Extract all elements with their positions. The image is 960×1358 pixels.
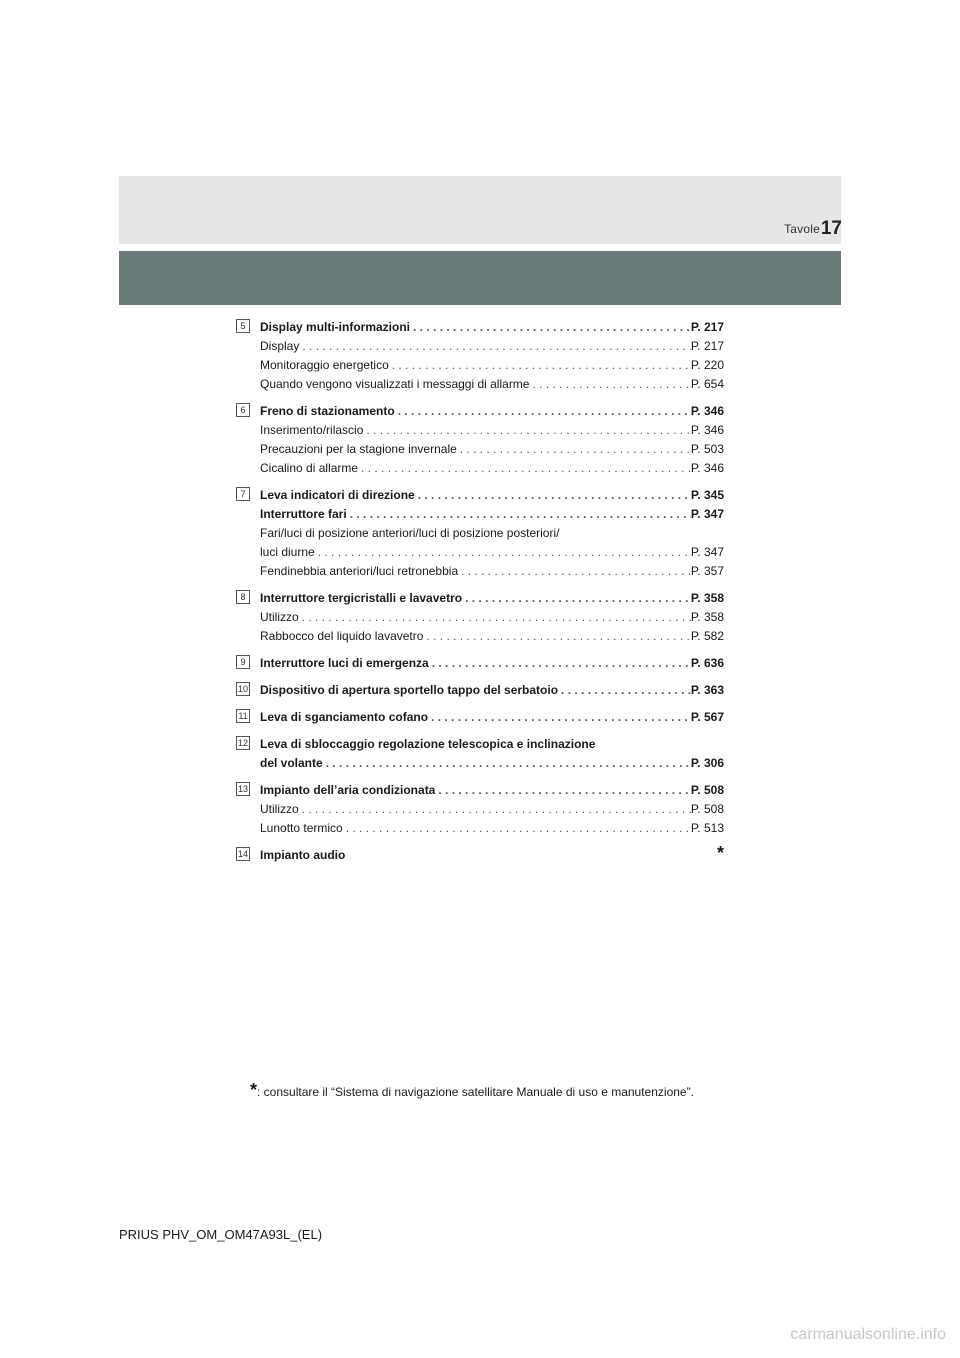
toc-entry: [236, 654, 724, 673]
page-reference: P. 347: [690, 545, 724, 559]
toc-label: Precauzioni per la stagione invernale: [260, 442, 457, 456]
footnote-text: : consultare il “Sistema di navigazione satellitare Manuale di uso e manutenzione”.: [257, 1085, 694, 1099]
toc-entry: [236, 843, 724, 865]
page-reference: P. 346: [690, 423, 724, 437]
page-reference: P. 346: [690, 404, 724, 418]
page-number: 17: [820, 218, 842, 239]
toc-label: luci diurne: [260, 545, 315, 559]
dot-leader: [315, 543, 691, 562]
toc-line: [260, 608, 724, 627]
toc-entry: [236, 589, 724, 646]
toc-label: Display: [260, 339, 300, 353]
page-reference: P. 217: [690, 320, 724, 334]
toc-line: [260, 356, 724, 375]
table-of-contents: [236, 318, 724, 873]
toc-line: [260, 440, 724, 459]
callout-number: 10: [237, 684, 248, 694]
toc-label: Utilizzo: [260, 802, 299, 816]
page-reference: P. 513: [690, 821, 724, 835]
callout-number: 14: [237, 849, 248, 859]
dot-leader: [457, 440, 691, 459]
toc-label: Dispositivo di apertura sportello tappo del serbatoio: [260, 683, 559, 697]
toc-label: Impianto dell’aria condizionata: [260, 783, 436, 797]
toc-line: [260, 402, 724, 421]
dot-leader: [415, 486, 691, 505]
toc-line: [260, 589, 724, 608]
page-reference: P. 220: [690, 358, 724, 372]
toc-label: Quando vengono visualizzati i messaggi di allarme: [260, 377, 530, 391]
toc-entry: [236, 708, 724, 727]
dot-leader: [462, 589, 691, 608]
toc-line: Impianto audio *: [260, 843, 724, 863]
dot-leader: [410, 318, 691, 337]
dot-leader: [299, 800, 691, 819]
toc-label: Impianto audio: [260, 848, 346, 862]
dot-leader: [358, 459, 691, 478]
dot-leader: [435, 781, 690, 800]
toc-label: Lunotto termico: [260, 821, 343, 835]
toc-label: Fendinebbia anteriori/luci retronebbia: [260, 564, 459, 578]
footnote-star: *: [250, 1080, 258, 1100]
page-reference: P. 346: [690, 461, 724, 475]
section-title: Tavole: [784, 222, 820, 236]
page-reference: P. 358: [690, 591, 724, 605]
toc-line: [260, 735, 724, 754]
toc-entry: [236, 318, 724, 394]
page-reference: P. 357: [690, 564, 724, 578]
dot-leader: [529, 375, 690, 394]
page-reference: P. 508: [690, 802, 724, 816]
footnote: [250, 1080, 694, 1101]
callout-number: 12: [237, 738, 248, 748]
toc-line: [260, 543, 724, 562]
page-reference: P. 503: [690, 442, 724, 456]
toc-line: [260, 708, 724, 727]
callout-number: 7: [236, 487, 250, 501]
toc-line: [260, 337, 724, 356]
toc-label: Display multi-informazioni: [260, 320, 411, 334]
page-reference: P. 363: [690, 683, 724, 697]
page-reference: P. 567: [690, 710, 724, 724]
dot-leader: [395, 402, 691, 421]
manual-code: PRIUS PHV_OM_OM47A93L_(EL): [119, 1227, 323, 1242]
toc-line: [260, 375, 724, 394]
toc-label: del volante: [260, 756, 323, 770]
page-reference: P. 508: [690, 783, 724, 797]
dot-leader: [363, 421, 690, 440]
toc-label: Leva di sbloccaggio regolazione telescopica e inclinazione: [260, 737, 596, 751]
toc-entry: [236, 402, 724, 478]
toc-label: Interruttore fari: [260, 507, 347, 521]
toc-line: [260, 681, 724, 700]
toc-label: Rabbocco del liquido lavavetro: [260, 629, 424, 643]
callout-number: 8: [236, 590, 250, 604]
toc-line: [260, 318, 724, 337]
toc-label: Leva indicatori di direzione: [260, 488, 415, 502]
dot-leader: [428, 708, 691, 727]
callout-number: 11: [236, 709, 250, 723]
toc-line: [260, 505, 724, 524]
dot-leader: [299, 608, 691, 627]
callout-number: 13: [237, 784, 248, 794]
toc-label: Monitoraggio energetico: [260, 358, 389, 372]
header-bar: [119, 251, 841, 305]
toc-entry: [236, 781, 724, 838]
toc-line: [260, 800, 724, 819]
callout-number: 6: [236, 403, 250, 417]
toc-line: [260, 524, 724, 543]
toc-label: Interruttore tergicristalli e lavavetro: [260, 591, 463, 605]
dot-leader: [343, 819, 691, 838]
toc-line: [260, 781, 724, 800]
callout-number: 5: [236, 319, 250, 333]
toc-line: [260, 562, 724, 581]
dot-leader: [429, 654, 691, 673]
toc-line: [260, 627, 724, 646]
dot-leader: [347, 505, 691, 524]
toc-line: [260, 654, 724, 673]
toc-label: Leva di sganciamento cofano: [260, 710, 429, 724]
toc-line: [260, 421, 724, 440]
dot-leader: [299, 337, 690, 356]
toc-line: [260, 486, 724, 505]
page-reference: P. 358: [690, 610, 724, 624]
dot-leader: [323, 754, 691, 773]
toc-entry: [236, 681, 724, 700]
dot-leader: [423, 627, 690, 646]
toc-label: Interruttore luci di emergenza: [260, 656, 429, 670]
toc-label: Cicalino di allarme: [260, 461, 359, 475]
watermark: carmanualsonline.info: [790, 1326, 946, 1343]
toc-line: [260, 459, 724, 478]
page-reference: P. 217: [690, 339, 724, 353]
toc-label: Freno di stazionamento: [260, 404, 395, 418]
dot-leader: [458, 562, 691, 581]
toc-line: [260, 819, 724, 838]
toc-line: [260, 754, 724, 773]
toc-entry: [236, 486, 724, 581]
page-reference: P. 636: [690, 656, 724, 670]
toc-label: Inserimento/rilascio: [260, 423, 364, 437]
page-reference: P. 582: [690, 629, 724, 643]
dot-leader: [389, 356, 691, 375]
header-band: [119, 176, 841, 244]
page-reference: P. 654: [690, 377, 724, 391]
page-reference: P. 347: [690, 507, 724, 521]
page-reference: P. 306: [690, 756, 724, 770]
toc-label: Fari/luci di posizione anteriori/luci di posizione posteriori/: [260, 526, 560, 540]
dot-leader: [558, 681, 691, 700]
toc-entry: [236, 735, 724, 773]
callout-number: 9: [236, 655, 250, 669]
toc-label: Utilizzo: [260, 610, 299, 624]
page-reference: P. 345: [690, 488, 724, 502]
